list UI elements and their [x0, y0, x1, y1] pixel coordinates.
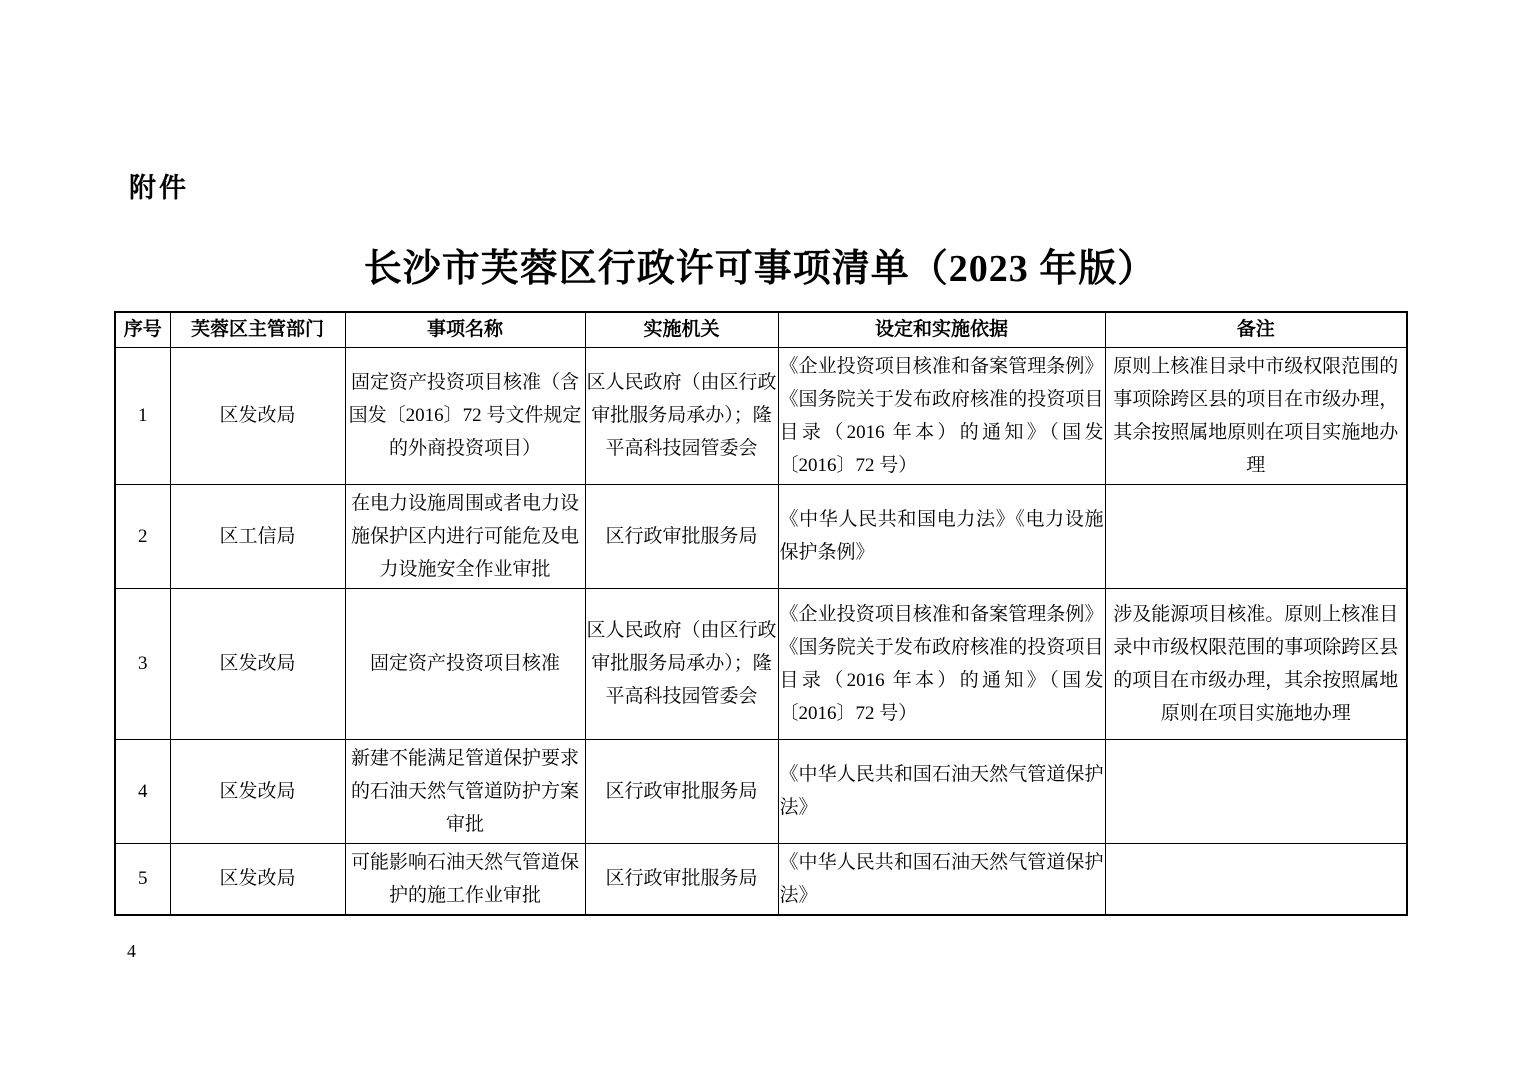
- cell-item: 可能影响石油天然气管道保护的施工作业审批: [345, 843, 585, 915]
- cell-item: 固定资产投资项目核准（含国发〔2016〕72 号文件规定的外商投资项目）: [345, 347, 585, 484]
- cell-basis: 《中华人民共和国电力法》《电力设施保护条例》: [778, 484, 1105, 588]
- cell-department: 区发改局: [170, 739, 345, 843]
- table-row: [115, 843, 1407, 915]
- cell-agency: 区行政审批服务局: [585, 843, 778, 915]
- table-row: [115, 484, 1407, 588]
- cell-basis: 《中华人民共和国石油天然气管道保护法》: [778, 739, 1105, 843]
- cell-item: 固定资产投资项目核准: [345, 588, 585, 739]
- table-row: [115, 588, 1407, 739]
- cell-remark: [1105, 484, 1407, 588]
- cell-agency: 区人民政府（由区行政审批服务局承办）；隆平高科技园管委会: [585, 588, 778, 739]
- page-number: 4: [127, 941, 136, 961]
- cell-department: 区发改局: [170, 843, 345, 915]
- cell-item: 新建不能满足管道保护要求的石油天然气管道防护方案审批: [345, 739, 585, 843]
- cell-no: 4: [115, 739, 170, 843]
- cell-no: 5: [115, 843, 170, 915]
- cell-basis: 《企业投资项目核准和备案管理条例》《国务院关于发布政府核准的投资项目目录（2016 年本）的通知》（国发〔2016〕72 号）: [778, 347, 1105, 484]
- cell-remark: [1105, 843, 1407, 915]
- licensing-items-table: [114, 311, 1408, 916]
- cell-agency: 区人民政府（由区行政审批服务局承办）；隆平高科技园管委会: [585, 347, 778, 484]
- cell-basis: 《企业投资项目核准和备案管理条例》《国务院关于发布政府核准的投资项目目录（2016 年本）的通知》（国发〔2016〕72 号）: [778, 588, 1105, 739]
- header-remark: 备注: [1105, 312, 1407, 347]
- cell-agency: 区行政审批服务局: [585, 484, 778, 588]
- cell-no: 2: [115, 484, 170, 588]
- header-department: 芙蓉区主管部门: [170, 312, 345, 347]
- cell-no: 1: [115, 347, 170, 484]
- cell-agency: 区行政审批服务局: [585, 739, 778, 843]
- cell-basis: 《中华人民共和国石油天然气管道保护法》: [778, 843, 1105, 915]
- page-title: 长沙市芙蓉区行政许可事项清单（2023 年版）: [363, 248, 1157, 290]
- cell-remark: 涉及能源项目核准。原则上核准目录中市级权限范围的事项除跨区县的项目在市级办理，其余按照属地原则在项目实施地办理: [1105, 588, 1407, 739]
- table-row: [115, 347, 1407, 484]
- cell-department: 区发改局: [170, 588, 345, 739]
- header-basis: 设定和实施依据: [778, 312, 1105, 347]
- cell-item: 在电力设施周围或者电力设施保护区内进行可能危及电力设施安全作业审批: [345, 484, 585, 588]
- cell-department: 区发改局: [170, 347, 345, 484]
- cell-remark: [1105, 739, 1407, 843]
- table-row: [115, 739, 1407, 843]
- table-header-row: [115, 312, 1407, 347]
- header-no: 序号: [115, 312, 170, 347]
- header-agency: 实施机关: [585, 312, 778, 347]
- cell-no: 3: [115, 588, 170, 739]
- cell-remark: 原则上核准目录中市级权限范围的事项除跨区县的项目在市级办理，其余按照属地原则在项目实施地办理: [1105, 347, 1407, 484]
- cell-department: 区工信局: [170, 484, 345, 588]
- attachment-label: 附件: [129, 173, 189, 203]
- header-item: 事项名称: [345, 312, 585, 347]
